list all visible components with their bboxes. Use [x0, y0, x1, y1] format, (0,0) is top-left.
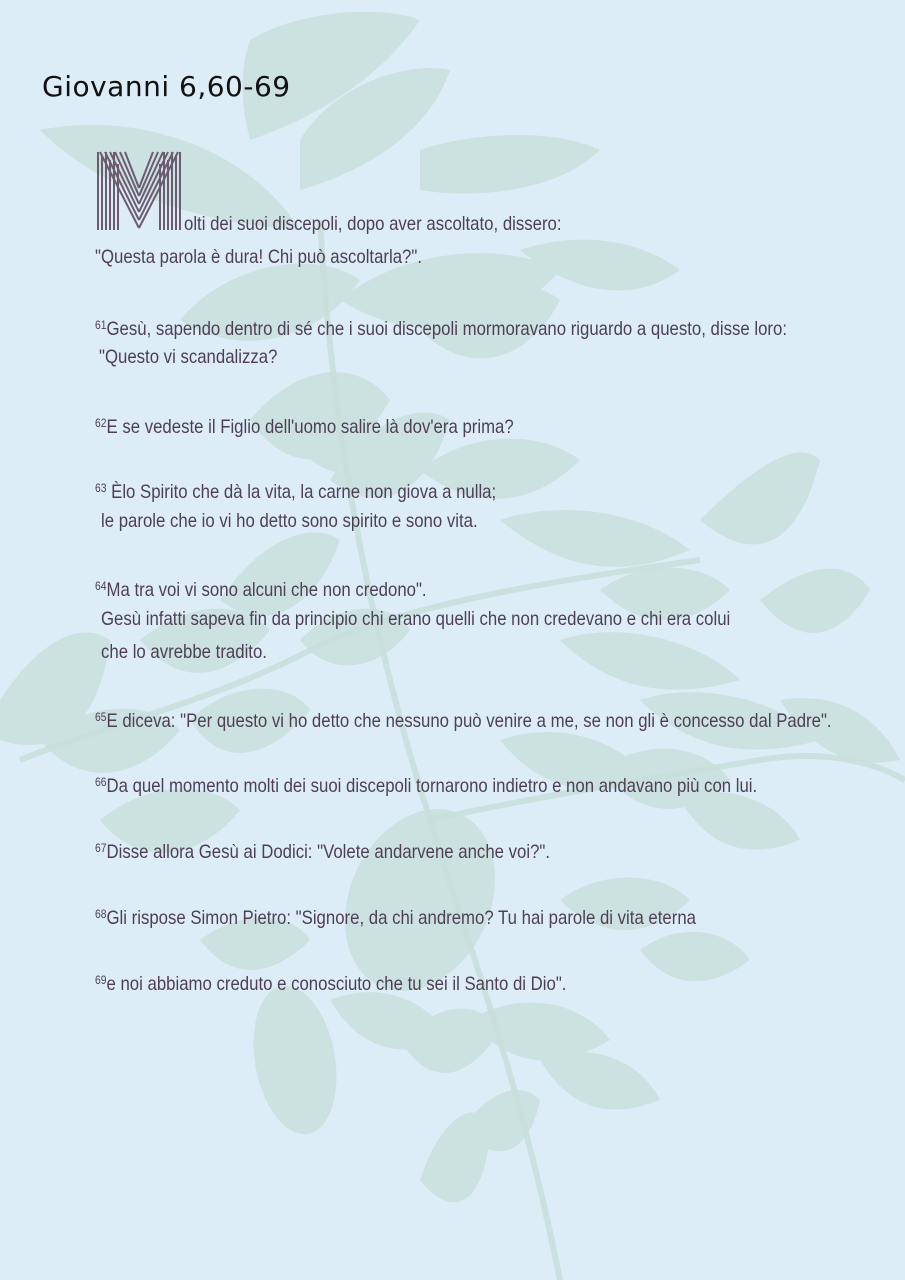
verse-number-63: 63 — [95, 481, 107, 495]
verse-63-line-1: $^{63}$ Èlo Spirito che dà la vita, la carne non giova a nulla; — [95, 481, 497, 503]
verse-number-61: 61 — [95, 318, 107, 332]
dropcap-letter-m — [96, 150, 182, 230]
verse-64-line-1: $^{64}$Ma tra voi vi sono alcuni che non credono". — [95, 579, 427, 601]
verse-61-line-1: $^{61}$Gesù, sapendo dentro di sé che i suoi discepoli mormoravano riguardo a questo, disse loro: — [95, 318, 788, 340]
page-title: Giovanni 6,60-69 — [42, 70, 291, 103]
verse-number-67: 67 — [95, 841, 107, 855]
verse-68-line-1: $^{68}$Gli rispose Simon Pietro: "Signore, da chi andremo? Tu hai parole di vita eterna — [95, 907, 696, 929]
verse-60-line-2: "Questa parola è dura! Chi può ascoltarla?". — [95, 246, 423, 268]
verse-number-66: 66 — [95, 775, 107, 789]
verse-64-line-2: Gesù infatti sapeva fin da principio chi erano quelli che non credevano e chi era colui — [101, 608, 731, 630]
verse-69-line-1: $^{69}$e noi abbiamo creduto e conosciuto che tu sei il Santo di Dio". — [95, 973, 567, 995]
verse-66-line-1: $^{66}$Da quel momento molti dei suoi discepoli tornarono indietro e non andavano più con lui. — [95, 775, 758, 797]
verse-number-62: 62 — [95, 416, 107, 430]
verse-61-line-2: "Questo vi scandalizza? — [99, 346, 278, 368]
verse-60-line-1: olti dei suoi discepoli, dopo aver ascoltato, dissero: — [184, 213, 562, 235]
verse-63-line-2: le parole che io vi ho detto sono spirito e sono vita. — [101, 510, 478, 532]
verse-62-line-1: $^{62}$E se vedeste il Figlio dell'uomo salire là dov'era prima? — [95, 416, 514, 438]
verse-number-68: 68 — [95, 907, 107, 921]
verse-number-64: 64 — [95, 579, 107, 593]
verse-65-line-1: $^{65}$E diceva: "Per questo vi ho detto che nessuno può venire a me, se non gli è concesso dal Padre". — [95, 710, 832, 732]
verse-64-line-3: che lo avrebbe tradito. — [101, 641, 267, 663]
verse-number-69: 69 — [95, 973, 107, 987]
verse-67-line-1: $^{67}$Disse allora Gesù ai Dodici: "Volete andarvene anche voi?". — [95, 841, 551, 863]
svg-text:M: M — [138, 209, 140, 211]
verse-number-65: 65 — [95, 710, 107, 724]
